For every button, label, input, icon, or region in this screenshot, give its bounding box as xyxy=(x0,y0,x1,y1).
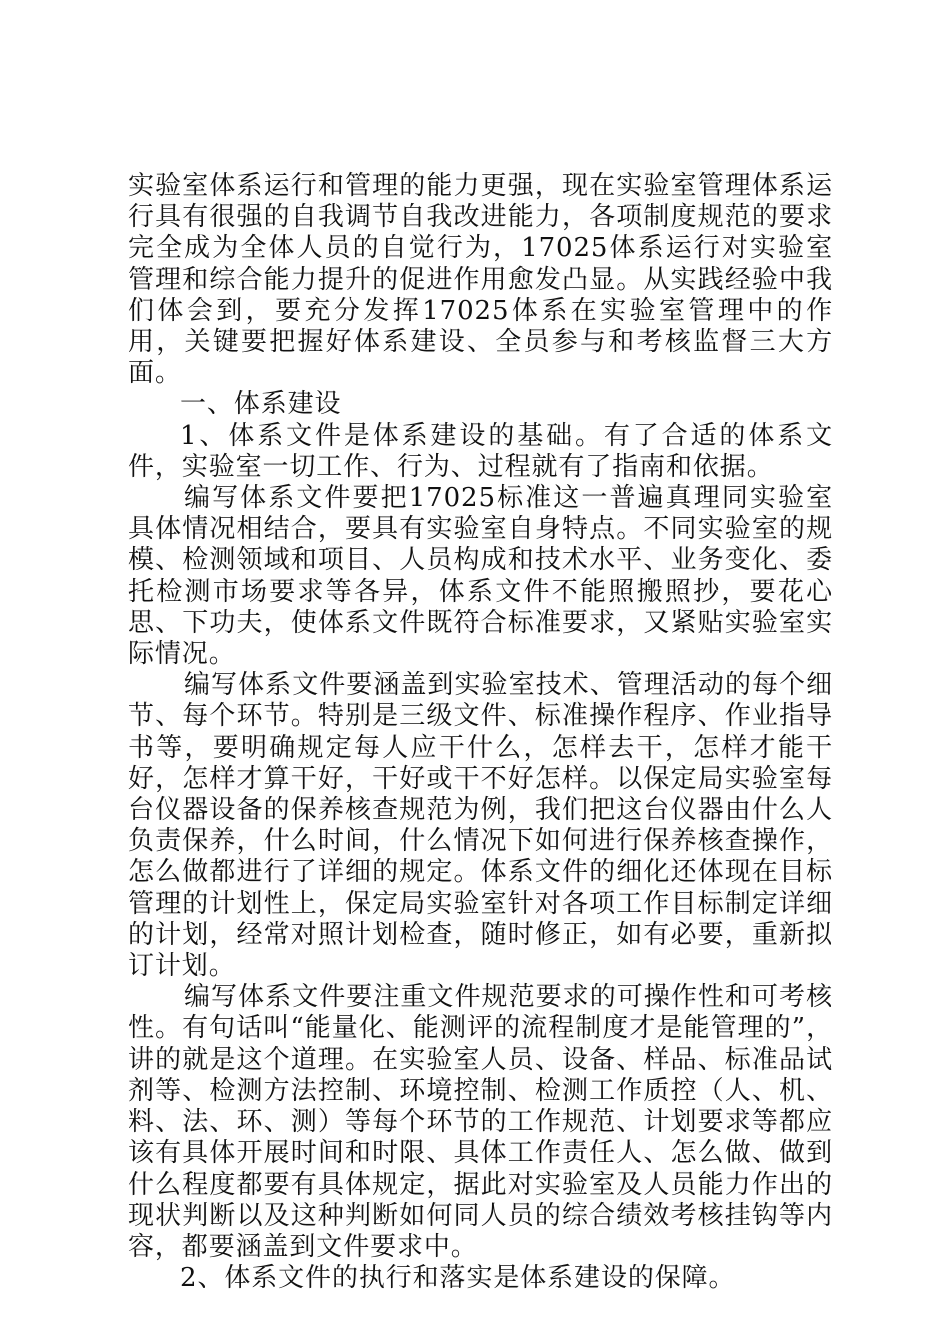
body-paragraph: 编写体系文件要涵盖到实验室技术、管理活动的每个细节、每个环节。特别是三级文件、标准操作程序、作业指导书等，要明确规定每人应干什么，怎样去干，怎样才能干好，怎样才算干好，干好或干不好怎样。以保定局实验室每台仪器设备的保养核查规范为例，我们把这台仪器由什么人负责保养，什么时间，什么情况下如何进行保养核查操作，怎么做都进行了详细的规定。体系文件的细化还体现在目标管理的计划性上，保定局实验室针对各项工作目标制定详细的计划，经常对照计划检查，随时修正，如有必要，重新拟订计划。 xyxy=(128,670,833,982)
body-paragraph-item-2: 2、体系文件的执行和落实是体系建设的保障。 xyxy=(180,1263,736,1294)
section-heading-system-construction: 一、体系建设 xyxy=(180,389,342,420)
document-page xyxy=(128,171,833,1294)
body-paragraph-item-1: 1、体系文件是体系建设的基础。有了合适的体系文件，实验室一切工作、行为、过程就有了指南和依据。 xyxy=(128,420,833,482)
body-paragraph: 编写体系文件要把17025标准这一普遍真理同实验室具体情况相结合，要具有实验室自身特点。不同实验室的规模、检测领域和项目、人员构成和技术水平、业务变化、委托检测市场要求等各异，体系文件不能照搬照抄，要花心思、下功夫，使体系文件既符合标准要求，又紧贴实验室实际情况。 xyxy=(128,483,833,670)
body-paragraph-continued: 实验室体系运行和管理的能力更强，现在实验室管理体系运行具有很强的自我调节自我改进能力，各项制度规范的要求完全成为全体人员的自觉行为，17025体系运行对实验室管理和综合能力提升的促进作用愈发凸显。从实践经验中我们体会到，要充分发挥17025体系在实验室管理中的作用，关键要把握好体系建设、全员参与和考核监督三大方面。 xyxy=(128,171,833,389)
body-paragraph: 编写体系文件要注重文件规范要求的可操作性和可考核性。有句话叫“能量化、能测评的流程制度才是能管理的”，讲的就是这个道理。在实验室人员、设备、样品、标准品试剂等、检测方法控制、环境控制、检测工作质控（人、机、料、法、环、测）等每个环节的工作规范、计划要求等都应该有具体开展时间和时限、具体工作责任人、怎么做、做到什么程度都要有具体规定，据此对实验室及人员能力作出的现状判断以及这种判断如何同人员的综合绩效考核挂钩等内容，都要涵盖到文件要求中。 xyxy=(128,982,833,1262)
